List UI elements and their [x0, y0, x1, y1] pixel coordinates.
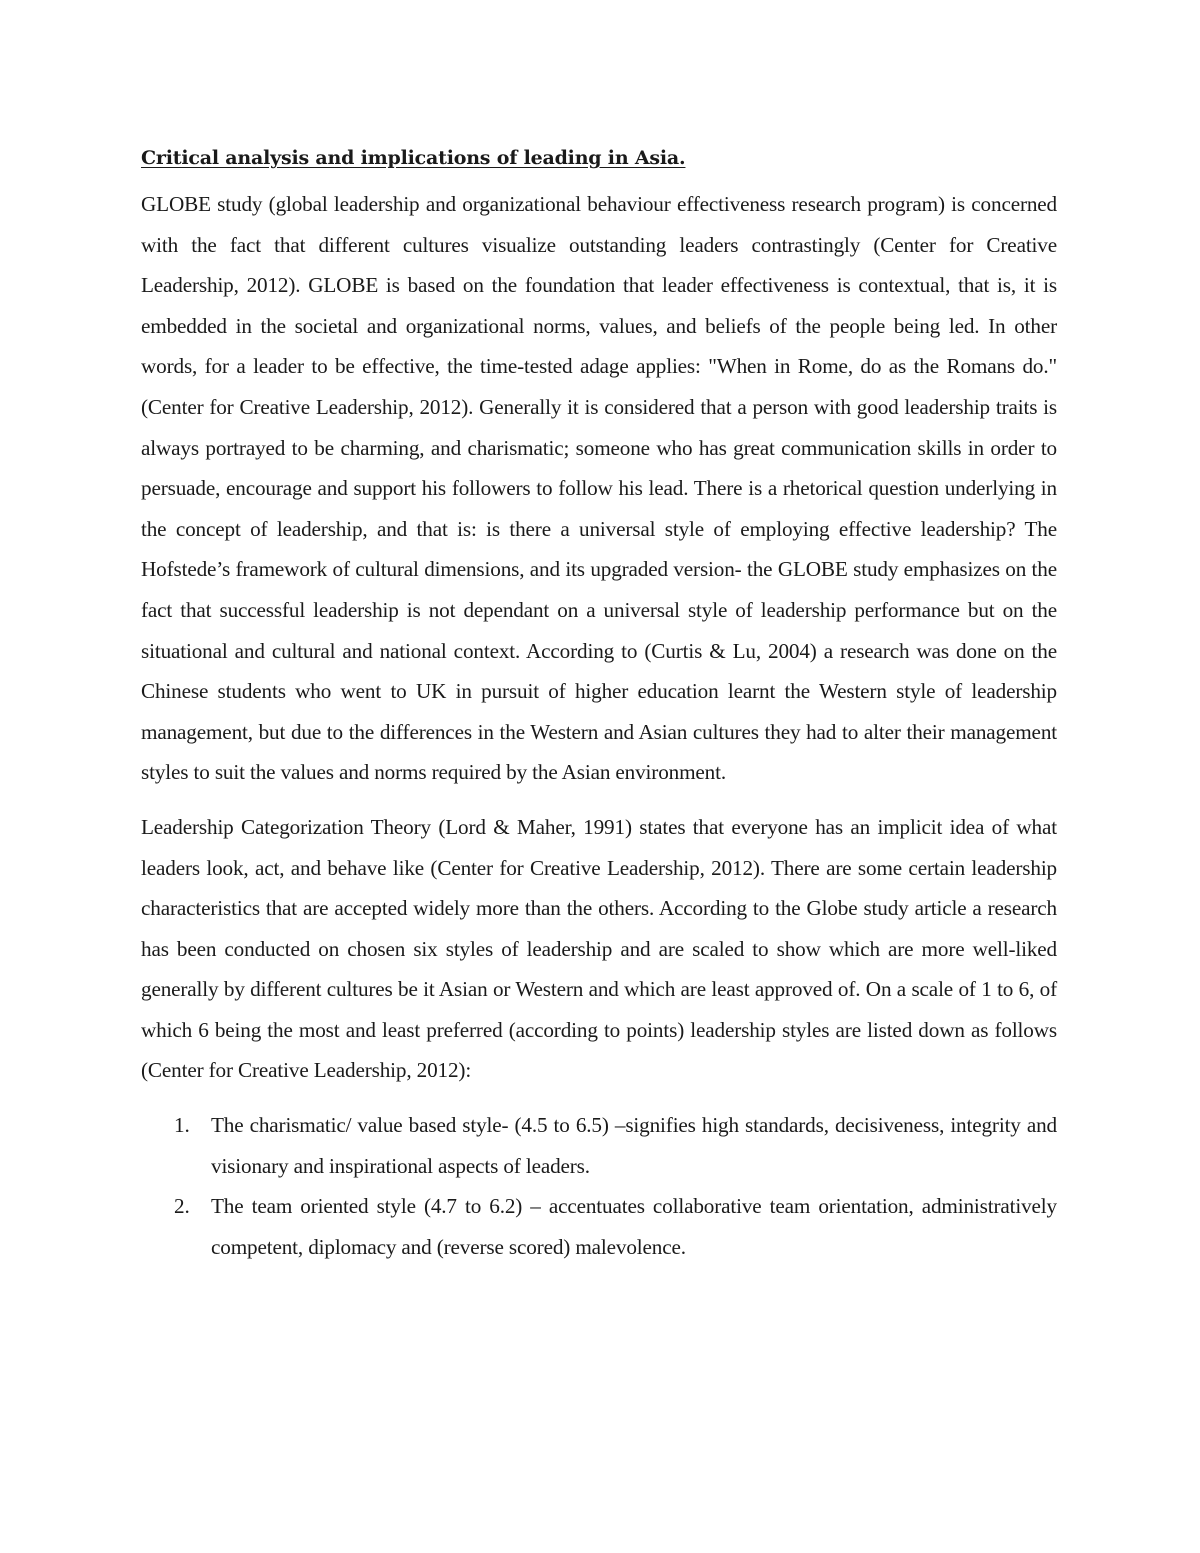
- leadership-styles-list: [141, 1105, 1057, 1267]
- list-item-number: 2.: [174, 1194, 190, 1219]
- document-page: [141, 140, 1057, 1267]
- paragraph-globe-study: GLOBE study (global leadership and organizational behaviour effectiveness research program) is concerned with the fact that different cultures visualize outstanding leaders contrastingly (Center for Creative Leadership, 2012). GLOBE is based on the foundation that leader effectiveness is contextual, that is, it is embedded in the societal and organizational norms, values, and beliefs of the people being led. In other words, for a leader to be effective, the time-tested adage applies: "When in Rome, do as the Romans do." (Center for Creative Leadership, 2012). Generally it is considered that a person with good leadership traits is always portrayed to be charming, and charismatic; someone who has great communication skills in order to persuade, encourage and support his followers to follow his lead. There is a rhetorical question underlying in the concept of leadership, and that is: is there a universal style of employing effective leadership? The Hofstede’s framework of cultural dimensions, and its upgraded version- the GLOBE study emphasizes on the fact that successful leadership is not dependant on a universal style of leadership performance but on the situational and cultural and national context. According to (Curtis & Lu, 2004) a research was done on the Chinese students who went to UK in pursuit of higher education learnt the Western style of leadership management, but due to the differences in the Western and Asian cultures they had to alter their management styles to suit the values and norms required by the Asian environment.: [141, 192, 1057, 785]
- list-item-text: The team oriented style (4.7 to 6.2) – accentuates collaborative team orientation, administratively competent, diplomacy and (reverse scored) malevolence.: [211, 1194, 1057, 1259]
- list-item-text: The charismatic/ value based style- (4.5 to 6.5) –signifies high standards, decisiveness, integrity and visionary and inspirational aspects of leaders.: [211, 1113, 1057, 1178]
- document-title: Critical analysis and implications of leading in Asia.: [141, 147, 686, 169]
- list-item: [141, 1186, 1057, 1267]
- list-item-number: 1.: [174, 1113, 190, 1138]
- paragraph-leadership-categorization: Leadership Categorization Theory (Lord & Maher, 1991) states that everyone has an implicit idea of what leaders look, act, and behave like (Center for Creative Leadership, 2012). There are some certain leadership characteristics that are accepted widely more than the others. According to the Globe study article a research has been conducted on chosen six styles of leadership and are scaled to show which are more well-liked generally by different cultures be it Asian or Western and which are least approved of. On a scale of 1 to 6, of which 6 being the most and least preferred (according to points) leadership styles are listed down as follows (Center for Creative Leadership, 2012):: [141, 814, 1057, 1083]
- list-item: [141, 1105, 1057, 1186]
